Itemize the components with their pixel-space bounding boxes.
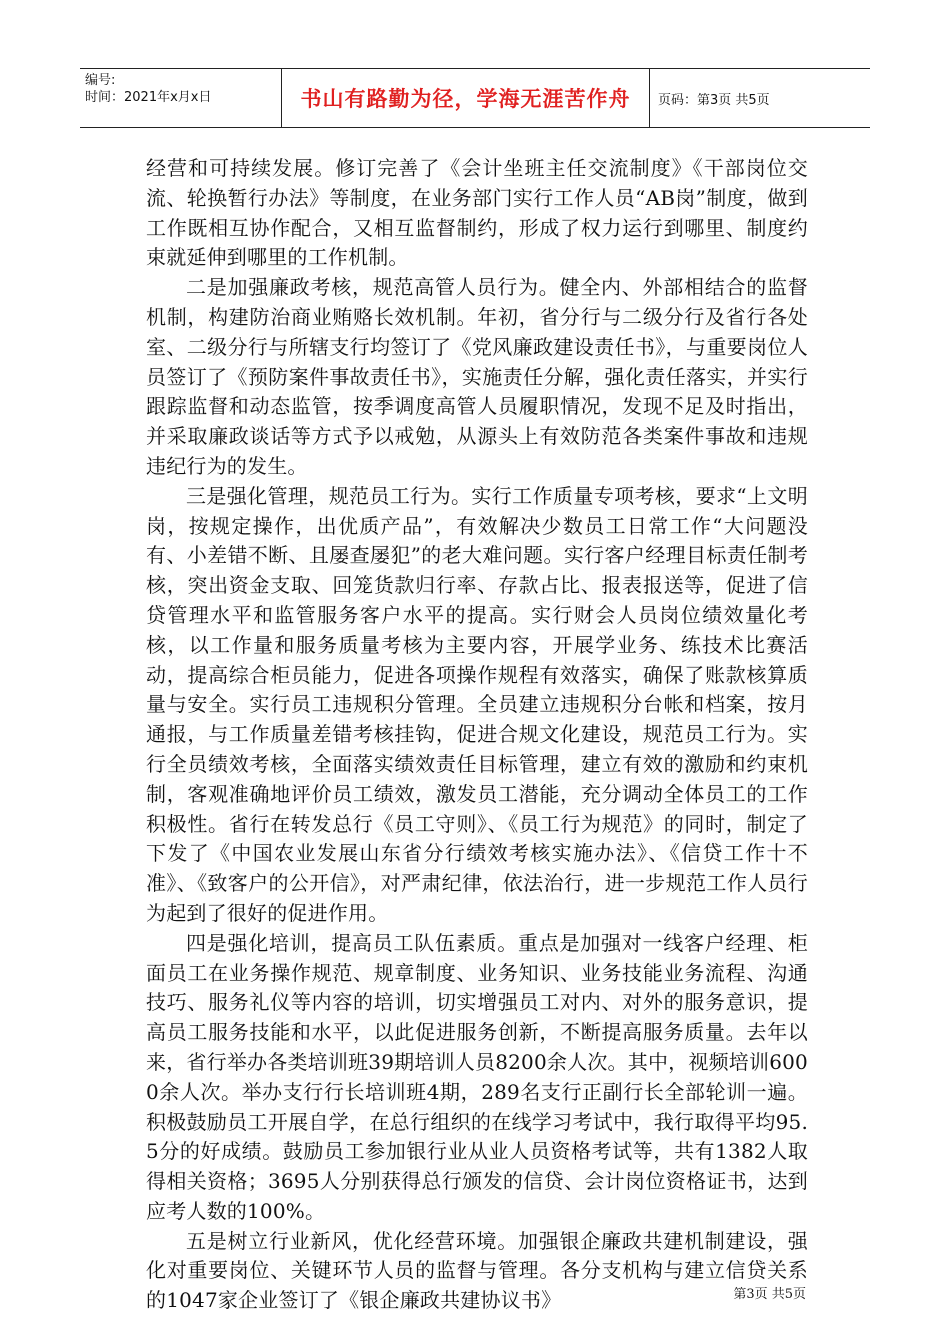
document-body (146, 154, 808, 1316)
document-time-label: 时间：2021年x月x日 (85, 90, 212, 105)
header-page-info: 页码：第3页 共5页 (658, 92, 770, 108)
paragraph-3: 三是强化管理，规范员工行为。实行工作质量专项考核，要求“上文明岗，按规定操作，出优质产品”，有效解决少数员工日常工作“大问题没有、小差错不断、且屡查屡犯”的老大难问题。实行客户经理目标责任制考核，突出资金支取、回笼货款归行率、存款占比、报表报送等，促进了信贷管理水平和监管服务客户水平的提高。实行财会人员岗位绩效量化考核，以工作量和服务质量考核为主要内容，开展学业务、练技术比赛活动，提高综合柜员能力，促进各项操作规程有效落实，确保了账款核算质量与安全。实行员工违规积分管理。全员建立违规积分台帐和档案，按月通报，与工作质量差错考核挂钩，促进合规文化建设，规范员工行为。实行全员绩效考核，全面落实绩效责任目标管理，建立有效的激励和约束机制，客观准确地评价员工绩效，激发员工潜能，充分调动全体员工的工作积极性。省行在转发总行《员工守则》、《员工行为规范》的同时，制定了下发了《中国农业发展山东省分行绩效考核实施办法》、《信贷工作十不准》、《致客户的公开信》，对严肃纪律，依法治行，进一步规范工作人员行为起到了很好的促进作用。 (146, 483, 808, 925)
document-number-label: 编号: (85, 73, 116, 88)
paragraph-5: 五是树立行业新风，优化经营环境。加强银企廉政共建机制建设，强化对重要岗位、关键环节人员的监督与管理。各分支机构与建立信贷关系的1047家企业签订了《银企廉政共建协议书》 (146, 1228, 808, 1313)
paragraph-4: 四是强化培训，提高员工队伍素质。重点是加强对一线客户经理、柜面员工在业务操作规范、规章制度、业务知识、业务技能业务流程、沟通技巧、服务礼仪等内容的培训，切实增强员工对内、对外的服务意识，提高员工服务技能和水平，以此促进服务创新，不断提高服务质量。去年以来，省行举办各类培训班39期培训人员8200余人次。其中，视频培训6000余人次。举办支行行长培训班4期，289名支行正副行长全部轮训一遍。积极鼓励员工开展自学，在总行组织的在线学习考试中，我行取得平均95.5分的好成绩。鼓励员工参加银行业从业人员资格考试等，共有1382人取得相关资格；3695人分别获得总行颁发的信贷、会计岗位资格证书，达到应考人数的100%。 (146, 930, 808, 1223)
paragraph-1: 经营和可持续发展。修订完善了《会计坐班主任交流制度》《干部岗位交流、轮换暂行办法》等制度，在业务部门实行工作人员“AB岗”制度，做到工作既相互协作配合，又相互监督制约，形成了权力运行到哪里、制度约束就延伸到哪里的工作机制。 (146, 156, 808, 270)
header-motto: 书山有路勤为径，学海无涯苦作舟 (282, 69, 650, 127)
page-header (80, 68, 870, 128)
paragraph-2: 二是加强廉政考核，规范高管人员行为。健全内、外部相结合的监督机制，构建防治商业贿赂长效机制。年初，省分行与二级分行及省行各处室、二级分行与所辖支行均签订了《党风廉政建设责任书》，与重要岗位人员签订了《预防案件事故责任书》，实施责任分解，强化责任落实，并实行跟踪监督和动态监管，按季调度高管人员履职情况，发现不足及时指出，并采取廉政谈话等方式予以戒勉，从源头上有效防范各类案件事故和违规违纪行为的发生。 (146, 275, 808, 478)
page-footer: 第3页 共5页 (733, 1287, 806, 1302)
header-meta (80, 69, 282, 127)
